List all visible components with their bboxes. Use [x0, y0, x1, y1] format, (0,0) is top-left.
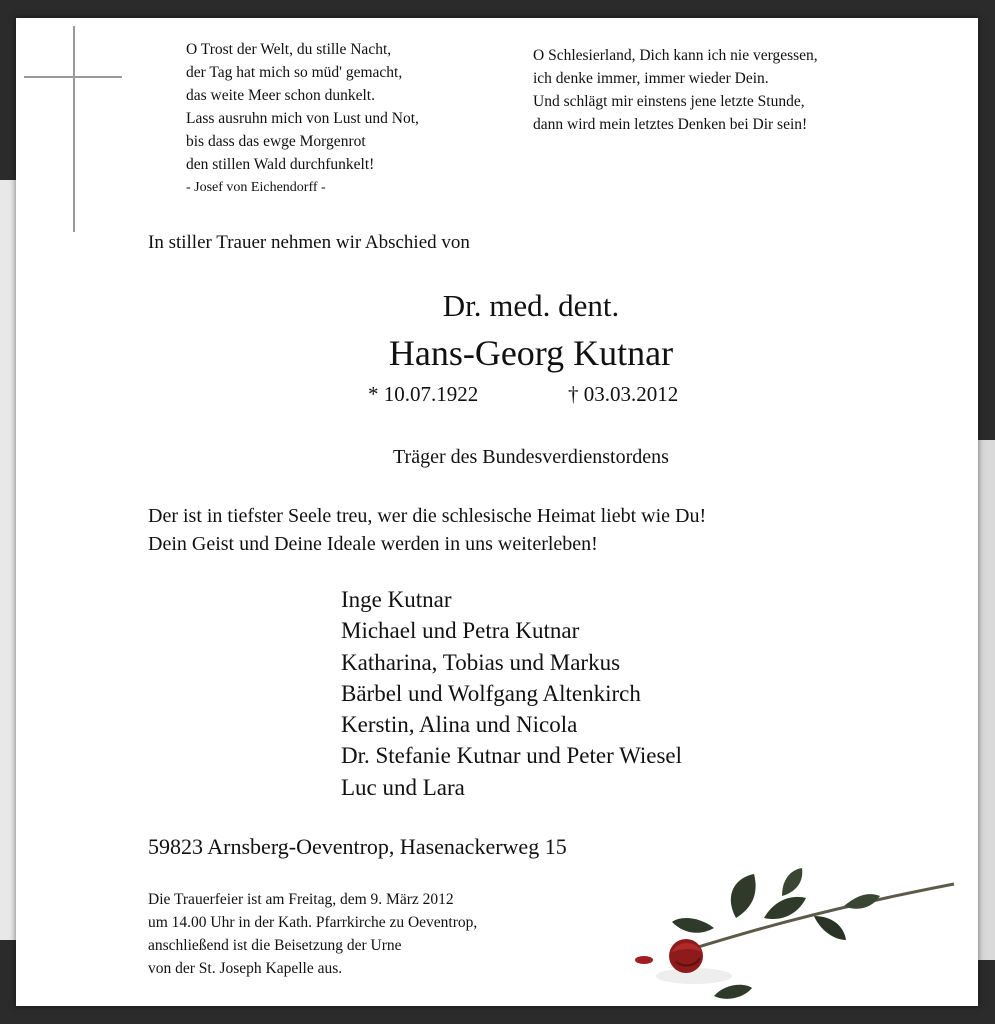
quote-line: Der ist in tiefster Seele treu, wer die schlesische Heimat liebt wie Du! — [148, 505, 707, 527]
background-page-strip-left — [0, 180, 16, 940]
poem-line: O Schlesierland, Dich kann ich nie vergessen, — [533, 47, 818, 64]
poem-line: dann wird mein letztes Denken bei Dir sein! — [533, 116, 808, 133]
poem-line: das weite Meer schon dunkelt. — [186, 87, 375, 104]
memorial-quote — [148, 502, 706, 558]
service-line: anschließend ist die Beisetzung der Urne — [148, 937, 402, 954]
mourner-name: Inge Kutnar — [341, 587, 452, 612]
poem-line: Lass ausruhn mich von Lust und Not, — [186, 110, 419, 127]
mourner-name: Luc und Lara — [341, 774, 465, 800]
service-line: von der St. Joseph Kapelle aus. — [148, 960, 343, 977]
deceased-name: Hans-Georg Kutnar — [388, 333, 674, 373]
mourner-name: Katharina, Tobias und Markus — [341, 649, 621, 675]
service-line: um 14.00 Uhr in der Kath. Pfarrkirche zu Oeventrop, — [148, 914, 478, 931]
quote-line: Dein Geist und Deine Ideale werden in uns weiterleben! — [148, 533, 598, 555]
poem-line: Und schlägt mir einstens jene letzte Stunde, — [533, 93, 805, 110]
obituary-notice — [16, 18, 978, 1006]
mourner-name: Kerstin, Alina und Nicola — [341, 712, 578, 738]
funeral-service-info — [148, 888, 477, 980]
poem-line: der Tag hat mich so müd' gemacht, — [186, 64, 403, 81]
birth-date: * 10.07.1922 — [368, 382, 479, 406]
rose-icon — [614, 856, 964, 1001]
cross-vertical-bar — [73, 26, 75, 232]
intro-text: In stiller Trauer nehmen wir Abschied von — [148, 232, 470, 253]
deceased-title: Dr. med. dent. — [442, 288, 620, 323]
poem-author: - Josef von Eichendorff - — [186, 180, 326, 195]
poem-schlesierland — [533, 44, 818, 136]
mourners-list — [341, 584, 682, 803]
poem-line: ich denke immer, immer wieder Dein. — [533, 70, 769, 87]
mourner-name: Michael und Petra Kutnar — [341, 618, 580, 644]
poem-line: O Trost der Welt, du stille Nacht, — [186, 41, 392, 58]
mourner-name: Bärbel und Wolfgang Altenkirch — [341, 680, 641, 706]
honor-text: Träger des Bundesverdienstordens — [393, 446, 669, 468]
poem-line: bis dass das ewge Morgenrot — [186, 133, 366, 150]
cross-horizontal-bar — [24, 76, 122, 78]
mourner-name: Dr. Stefanie Kutnar und Peter Wiesel — [341, 743, 683, 769]
poem-eichendorff — [186, 38, 419, 199]
service-line: Die Trauerfeier ist am Freitag, dem 9. März 2012 — [148, 891, 454, 908]
background-page-strip-right — [977, 440, 995, 960]
death-date: † 03.03.2012 — [568, 382, 679, 406]
poem-line: den stillen Wald durchfunkelt! — [186, 156, 375, 173]
family-address: 59823 Arnsberg-Oeventrop, Hasenackerweg 15 — [148, 834, 567, 859]
